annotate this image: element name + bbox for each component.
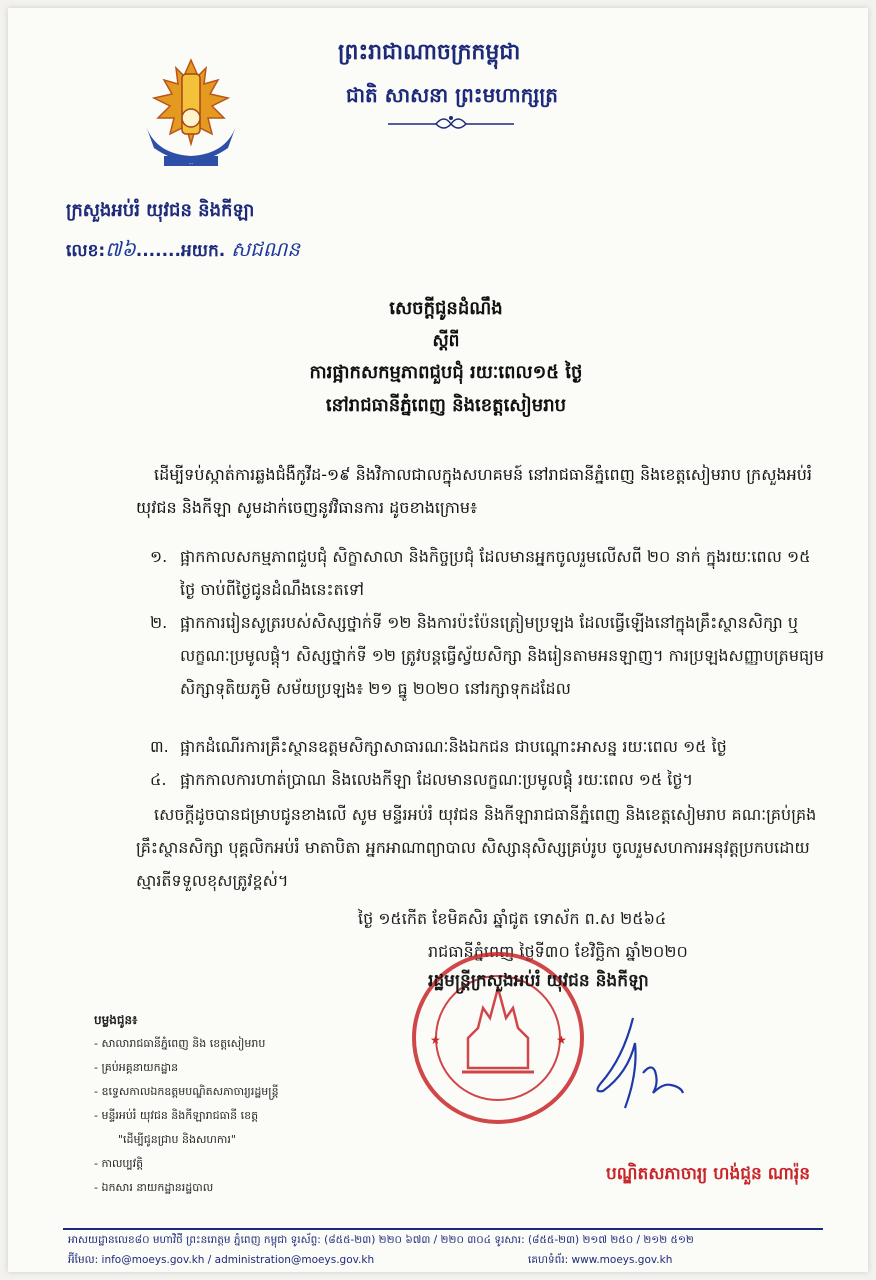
recipients-heading: បម្លងជូន៖ <box>94 1013 138 1027</box>
list-item: "ដើម្បីជូនជ្រាប និងសហការ" <box>118 1133 236 1146</box>
reference-number <box>66 236 300 266</box>
list-item: - គ្រប់អគ្គនាយកដ្ឋាន <box>94 1061 179 1074</box>
list-item-number: ១. <box>150 547 168 566</box>
closing-paragraph: សេចក្តីដូចបានជម្រាបជូនខាងលើ សូម មន្ទីរអប់រំ យុវជន និងកីឡារាជធានីភ្នំពេញ និងខេត្តសៀមរាប គណៈគ្រប់គ្រងគ្រឹះស្ថានសិក្សា បុគ្គលិកអប់រំ មាតាបិតា អ្នកអាណាព្យាបាល សិស្សានុសិស្សគ្រប់រូប ចូលរួមសហការអនុវត្តប្រកបដោយស្មារតីទទួលខុសត្រូវខ្ពស់។ <box>136 805 817 890</box>
ref-dots: ....... <box>135 241 181 261</box>
list-item: - ឯកសារ នាយកដ្ឋានរដ្ឋបាល <box>94 1181 214 1194</box>
list-item-number: ៣. <box>150 737 169 756</box>
ministry-name: ក្រសួងអប់រំ យុវជន និងកីឡា <box>66 200 255 221</box>
ministry-emblem-icon <box>136 56 246 185</box>
list-item-text: ផ្អាកដំណើរការគ្រឹះស្ថានឧត្តមសិក្សាសាធារណៈនិងឯកជន ជាបណ្តោះអាសន្ន រយៈពេល ១៥ ថ្ងៃ <box>180 737 727 756</box>
list-item-number: ២. <box>150 613 168 632</box>
svg-text:★: ★ <box>430 1033 441 1047</box>
list-item-number: ៤. <box>150 770 167 789</box>
svg-text:…: … <box>188 160 194 166</box>
ref-label: លេខ: <box>66 241 106 261</box>
notice-subject-label: ស្តីពី <box>432 331 460 351</box>
list-item: - កាលប្បវត្តិ <box>94 1157 144 1170</box>
list-item: - មន្ទីរអប់រំ យុវជន និងកីឡារាជធានី ខេត្ត <box>94 1109 259 1122</box>
footer-address: អាសយដ្ឋានលេខ៨០ មហាវិថី ព្រះនរោត្តម ភ្នំពេញ កម្ពុជា ទូរស័ព្ទ: (៨៥៥-២៣) ២២០ ៦៧៣ / ២២០ ៣០៤ ទូរសារ: (៨៥៥-២៣) ២១៧ ២៥០ / ២១២ ៥១២ <box>68 1234 694 1246</box>
list-item: - សាលារាជធានីភ្នំពេញ និង ខេត្តសៀមរាប <box>94 1037 266 1050</box>
signer-name: បណ្ឌិតសភាចារ្យ ហង់ជួន ណារ៉ុន <box>606 1164 811 1184</box>
notice-title: សេចក្តីជូនដំណឹង <box>389 298 503 319</box>
national-motto: ជាតិ សាសនា ព្រះមហាក្សត្រ <box>346 83 558 107</box>
footer-divider <box>63 1228 823 1230</box>
notice-subject-line-2: នៅរាជធានីភ្នំពេញ និងខេត្តសៀមរាប <box>325 395 567 416</box>
ref-suffix: អយក. <box>180 241 226 261</box>
ref-handwritten-code: សជណន <box>231 237 300 261</box>
list-item-text: ផ្អាកកាលការហាត់ប្រាណ និងលេងកីឡា ដែលមានលក្ខណៈប្រមូលផ្តុំ រយៈពេល ១៥ ថ្ងៃ។ <box>180 770 694 789</box>
recipients-list <box>94 1008 279 1200</box>
list-item-text: ផ្អាកកាលសកម្មភាពជួបជុំ សិក្ខាសាលា និងកិច្ចប្រជុំ ដែលមានអ្នកចូលរួមលើសពី ២០ នាក់ ក្នុងរយៈពេល ១៥ ថ្ងៃ ចាប់ពីថ្ងៃជូនដំណឹងនេះតទៅ <box>180 547 811 599</box>
ref-number-handwritten: ៧៦ <box>105 237 136 261</box>
footer-contact <box>68 1254 828 1269</box>
signer-title: រដ្ឋមន្ត្រីក្រសួងអប់រំ យុវជន និងកីឡា <box>428 971 649 991</box>
document-page <box>8 8 868 1272</box>
intro-paragraph: ដើម្បីទប់ស្កាត់ការឆ្លងជំងឺកូវីដ-១៩ និងវិកាលជាលក្នុងសហគមន៍ នៅរាជធានីភ្នំពេញ និងខេត្តសៀមរាប ក្រសួងអប់រំ យុវជន និងកីឡា សូមដាក់ចេញនូវវិធានការ ដូចខាងក្រោម៖ <box>136 465 812 517</box>
list-item: - ឧទ្ទេសកាលឯកឧត្តមបណ្ឌិតសភាចារ្យរដ្ឋមន្ត្រី <box>94 1085 279 1098</box>
solar-date: រាជធានីភ្នំពេញ ថ្ងៃទី៣០ ខែវិច្ឆិកា ឆ្នាំ២០២០ <box>428 942 688 961</box>
svg-text:★: ★ <box>556 1033 567 1047</box>
list-item-text: ផ្អាកការរៀនសូត្ររបស់សិស្សថ្នាក់ទី ១២ និងការប៉ះប៉ែនត្រៀមប្រឡង ដែលធ្វើឡើងនៅក្នុងគ្រឹះស្ថានសិក្សា ឬលក្ខណៈប្រមូលផ្តុំ។ សិស្សថ្នាក់ទី ១២ ត្រូវបន្តធ្វើស្វ័យសិក្សា និងរៀនតាមអនឡាញ។ ការប្រឡងសញ្ញាបត្រមធ្យមសិក្សាទុតិយភូមិ សម័យប្រឡង៖ ២១ ធ្នូ ២០២០ នៅរក្សាទុកដដែល <box>180 613 825 698</box>
handwritten-signature-icon <box>583 1013 693 1127</box>
kingdom-heading: ព្រះរាជាណាចក្រកម្ពុជា <box>338 40 521 65</box>
ornament-divider-icon <box>386 112 516 138</box>
footer-email: អ៊ីមែល: info@moeys.gov.kh / administration@moeys.gov.kh <box>68 1254 375 1266</box>
notice-subject-line-1: ការផ្អាកសកម្មភាពជួបជុំ រយៈពេល១៥ ថ្ងៃ <box>309 362 583 383</box>
footer-website: គេហទំព័រ: www.moeys.gov.kh <box>528 1254 673 1266</box>
lunar-date: ថ្ងៃ ១៥កើត ខែមិគសិរ ឆ្នាំជូត ទោស័ក ព.ស ២៥៦៤ <box>358 909 667 928</box>
